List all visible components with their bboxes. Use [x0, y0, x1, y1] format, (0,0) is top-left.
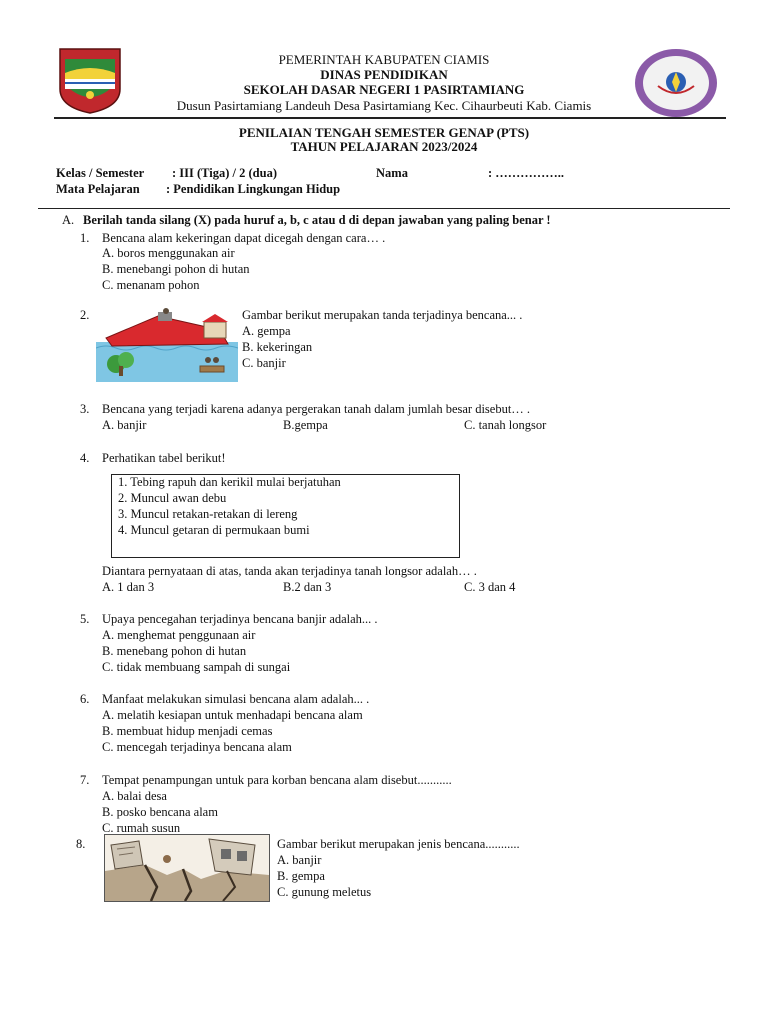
- section-letter: A.: [62, 213, 75, 227]
- q6-option-a[interactable]: A. melatih kesiapan untuk menhadapi bencana alam: [102, 708, 363, 722]
- exam-title: PENILAIAN TENGAH SEMESTER GENAP (PTS): [238, 125, 530, 140]
- q8-option-a[interactable]: A. banjir: [277, 853, 322, 867]
- q3-number: 3.: [80, 402, 90, 416]
- q3-text: Bencana yang terjadi karena adanya pergerakan tanah dalam jumlah besar disebut… .: [102, 402, 531, 416]
- q7-option-a[interactable]: A. balai desa: [102, 789, 167, 803]
- q4-text: Perhatikan tabel berikut!: [102, 451, 226, 465]
- q4-table-row: 4. Muncul getaran di permukaan bumi: [118, 523, 310, 537]
- q1-number: 1.: [80, 231, 90, 245]
- q8-option-b[interactable]: B. gempa: [277, 869, 325, 883]
- q3-option-c[interactable]: C. tanah longsor: [464, 418, 547, 432]
- flood-illustration: [96, 308, 238, 382]
- section-instruction: Berilah tanda silang (X) pada huruf a, b, c atau d di depan jawaban yang paling benar !: [83, 213, 551, 227]
- mapel-label: Mata Pelajaran: [56, 182, 140, 196]
- header-line-1: PEMERINTAH KABUPATEN CIAMIS: [278, 52, 490, 67]
- flood-house-icon: [96, 308, 238, 382]
- q2-text: Gambar berikut merupakan tanda terjadinya bencana... .: [242, 308, 523, 322]
- nama-value: : ……………..: [488, 166, 565, 180]
- header-divider: [54, 117, 726, 119]
- q6-number: 6.: [80, 692, 90, 706]
- earthquake-damage-icon: [105, 835, 269, 901]
- q5-option-c[interactable]: C. tidak membuang sampah di sungai: [102, 660, 291, 674]
- q7-number: 7.: [80, 773, 90, 787]
- q8-option-c[interactable]: C. gunung meletus: [277, 885, 372, 899]
- q2-number: 2.: [80, 308, 90, 322]
- q8-text: Gambar berikut merupakan jenis bencana...........: [277, 837, 520, 851]
- q5-number: 5.: [80, 612, 90, 626]
- q7-text: Tempat penampungan untuk para korban bencana alam disebut...........: [102, 773, 452, 787]
- school-badge-icon: [634, 48, 718, 118]
- q4-table-row: 2. Muncul awan debu: [118, 491, 227, 505]
- header-address: Dusun Pasirtamiang Landeuh Desa Pasirtamiang Kec. Cihaurbeuti Kab. Ciamis: [176, 98, 592, 113]
- q6-option-b[interactable]: B. membuat hidup menjadi cemas: [102, 724, 273, 738]
- exam-year: TAHUN PELAJARAN 2023/2024: [290, 139, 478, 154]
- mapel-value: : Pendidikan Lingkungan Hidup: [166, 182, 341, 196]
- q7-option-c[interactable]: C. rumah susun: [102, 821, 181, 835]
- right-logo: [634, 48, 718, 118]
- kelas-label: Kelas / Semester: [56, 166, 145, 180]
- q3-option-b[interactable]: B.gempa: [283, 418, 328, 432]
- q4-option-c[interactable]: C. 3 dan 4: [464, 580, 516, 594]
- q1-option-b[interactable]: B. menebangi pohon di hutan: [102, 262, 250, 276]
- q2-option-b[interactable]: B. kekeringan: [242, 340, 313, 354]
- q4-table-row: 1. Tebing rapuh dan kerikil mulai berjatuhan: [118, 475, 341, 489]
- q5-option-a[interactable]: A. menghemat penggunaan air: [102, 628, 256, 642]
- q8-number: 8.: [76, 837, 86, 851]
- earthquake-illustration: [104, 834, 270, 902]
- q3-option-a[interactable]: A. banjir: [102, 418, 147, 432]
- nama-label: Nama: [376, 166, 408, 180]
- q4-option-a[interactable]: A. 1 dan 3: [102, 580, 155, 594]
- q2-option-a[interactable]: A. gempa: [242, 324, 291, 338]
- q5-option-b[interactable]: B. menebang pohon di hutan: [102, 644, 247, 658]
- q7-option-b[interactable]: B. posko bencana alam: [102, 805, 218, 819]
- q4-option-b[interactable]: B.2 dan 3: [283, 580, 332, 594]
- q6-option-c[interactable]: C. mencegah terjadinya bencana alam: [102, 740, 292, 754]
- q4-table-row: 3. Muncul retakan-retakan di lereng: [118, 507, 298, 521]
- q5-text: Upaya pencegahan terjadinya bencana banjir adalah... .: [102, 612, 378, 626]
- q4-number: 4.: [80, 451, 90, 465]
- q1-option-c[interactable]: C. menanam pohon: [102, 278, 200, 292]
- q1-option-a[interactable]: A. boros menggunakan air: [102, 246, 235, 260]
- q1-text: Bencana alam kekeringan dapat dicegah dengan cara… .: [102, 231, 386, 245]
- kelas-value: : III (Tiga) / 2 (dua): [172, 166, 277, 180]
- q2-option-c[interactable]: C. banjir: [242, 356, 286, 370]
- q4-question: Diantara pernyataan di atas, tanda akan terjadinya tanah longsor adalah… .: [102, 564, 477, 578]
- header-line-2: DINAS PENDIDIKAN: [320, 67, 448, 82]
- info-divider: [38, 208, 730, 209]
- q6-text: Manfaat melakukan simulasi bencana alam adalah... .: [102, 692, 370, 706]
- header-line-3: SEKOLAH DASAR NEGERI 1 PASIRTAMIANG: [243, 82, 525, 97]
